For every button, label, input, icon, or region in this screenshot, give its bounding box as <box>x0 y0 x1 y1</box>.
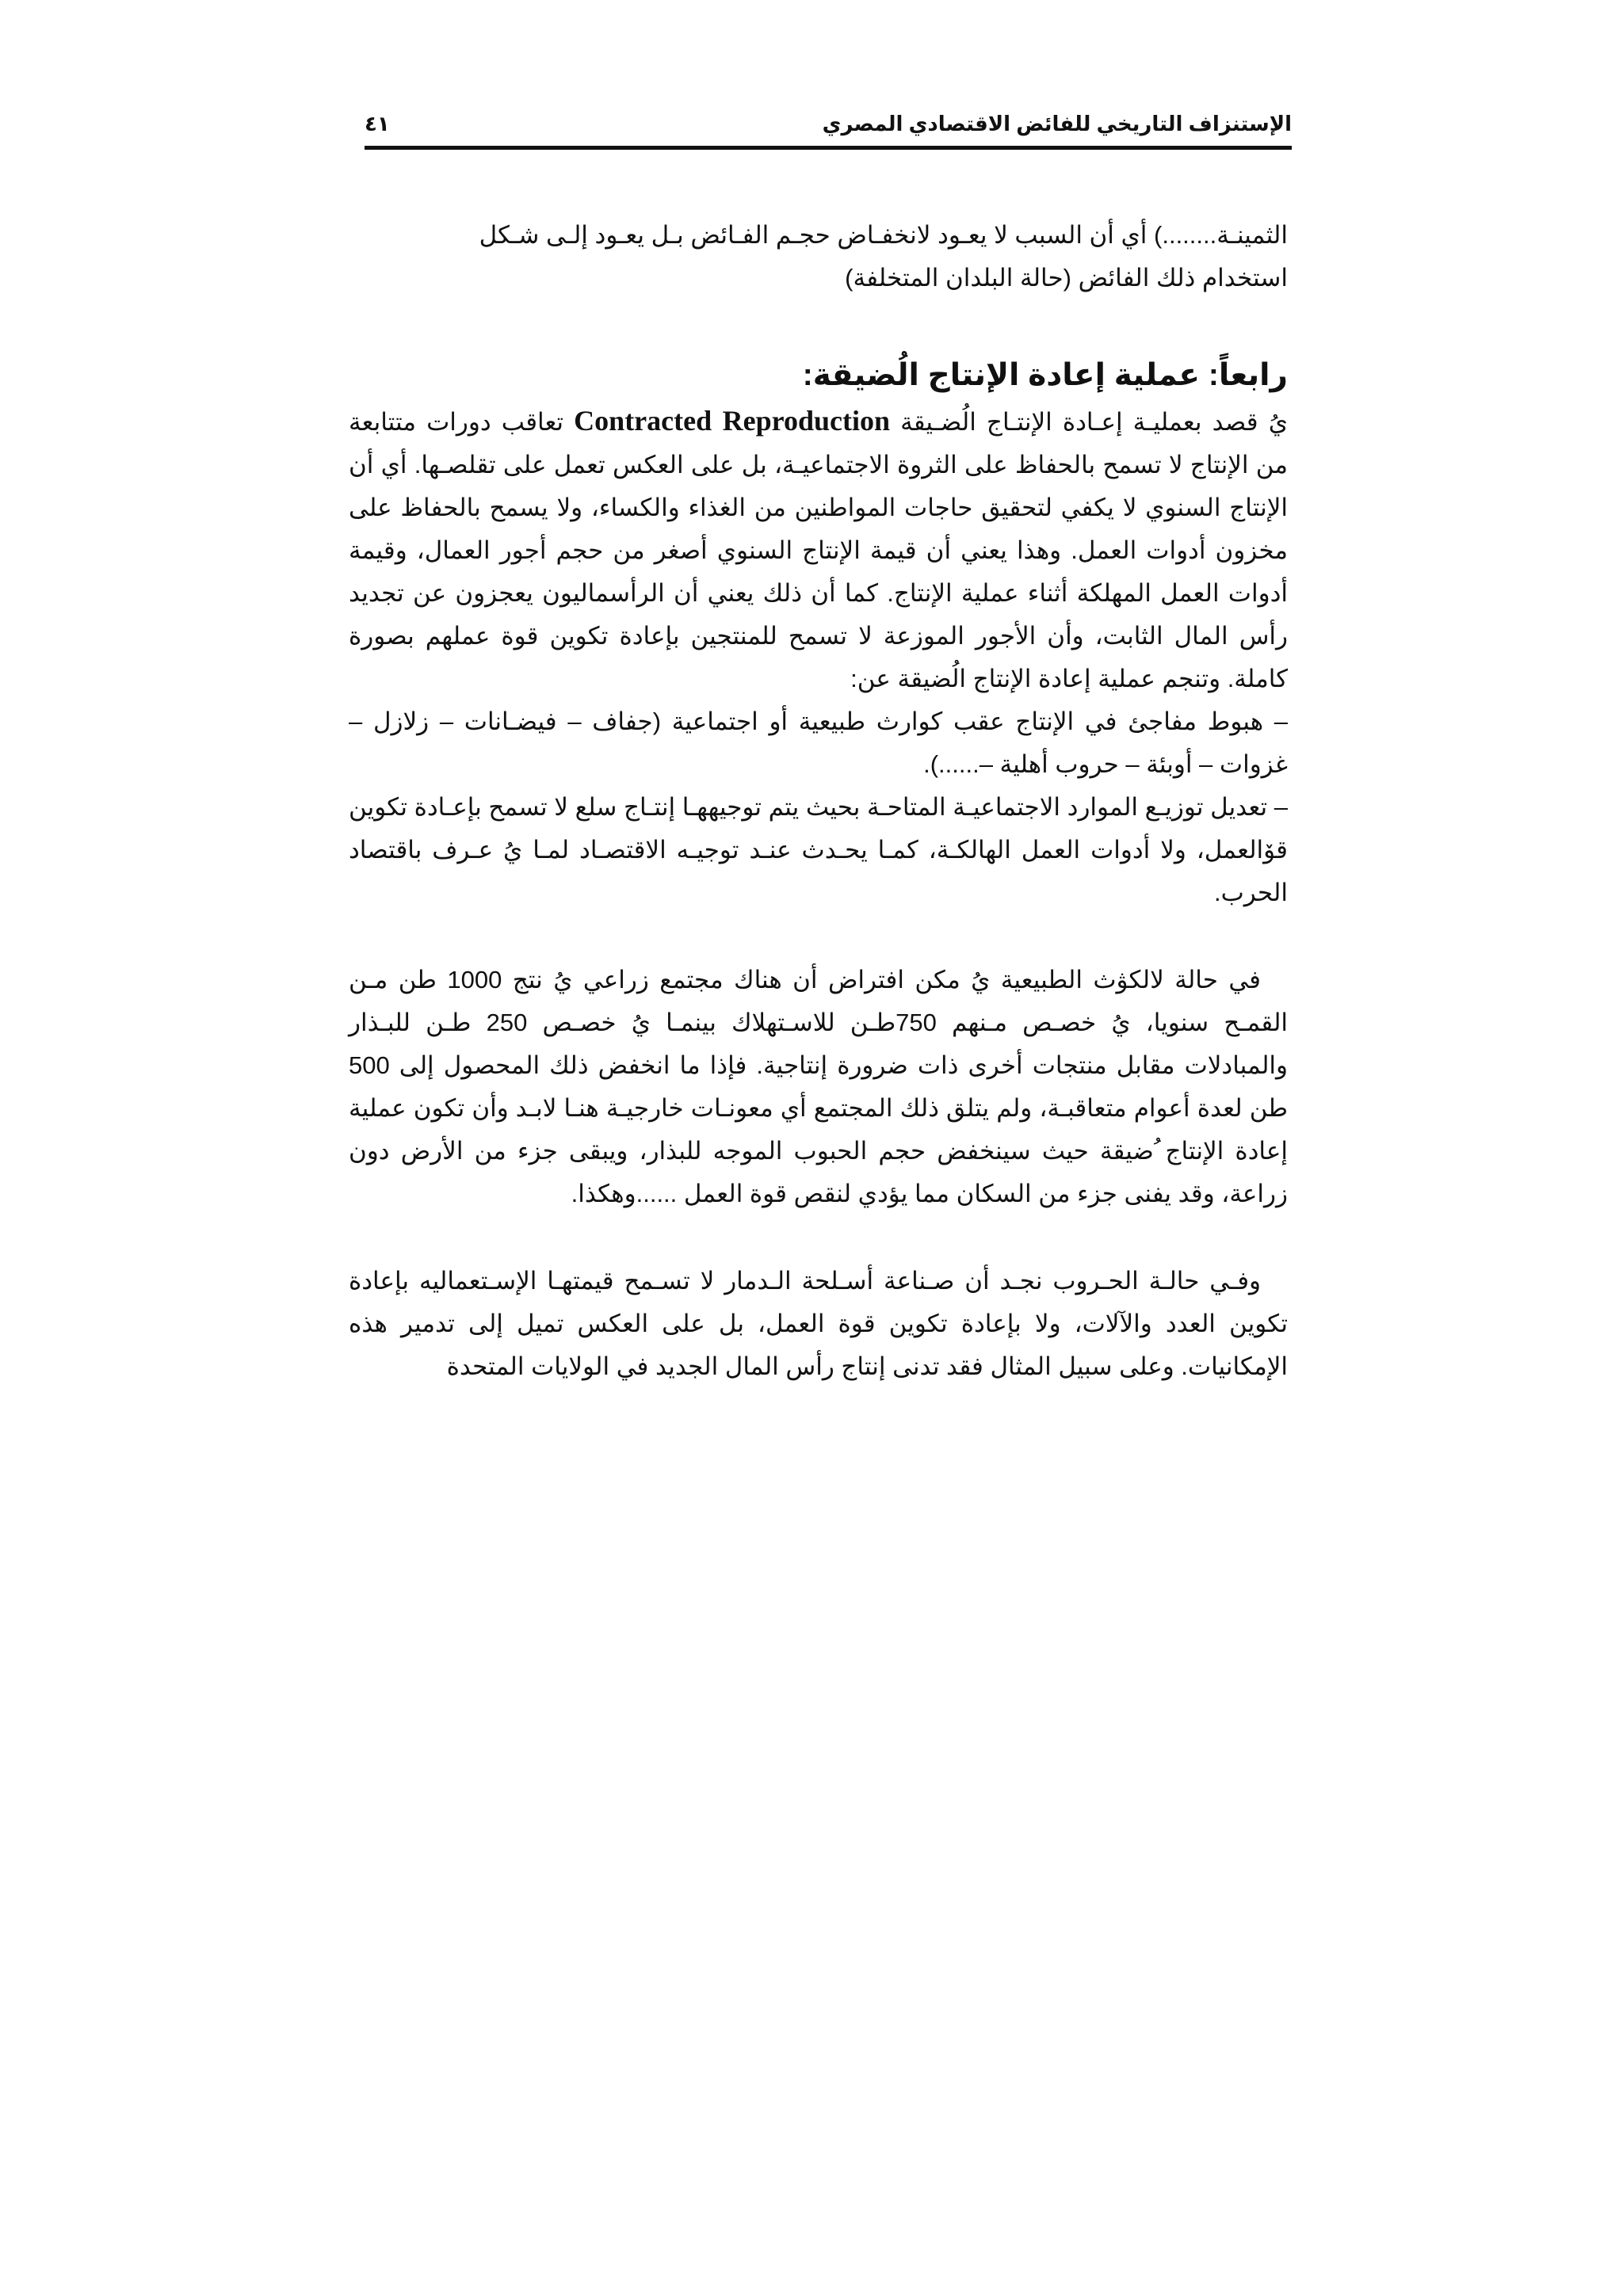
body-text <box>349 214 1288 1388</box>
war-paragraph: وفـي حالـة الحـروب نجـد أن صـناعة أسـلحة الـدمار لا تسـمح قيمتهـا الإسـتعماليه بإعادة تكوين العدد والآلات، ولا بإعادة تكوين قوة العمل، بل على العكس تميل إلى تدمير هذه الإمكانيات. وعلى سبيل المثال فقد تدنى إنتاج رأس المال الجديد في الولايات المتحدة <box>349 1267 1288 1380</box>
bullet-resource-redistribution: – تعديل توزيـع الموارد الاجتماعيـة المتاحـة بحيث يتم توجيههـا إنتـاج سلع لا تسمح بإعـادة تكوين قۆالعمل، ولا أدوات العمل الهالكـة، كمـا يحـدث عنـد توجيـه الاقتصـاد لمـا يُ عـرف باقتصاد الحرب. <box>349 793 1288 906</box>
running-title: الإستنزاف التاريخي للفائض الاقتصادي المصري <box>822 112 1292 135</box>
definition-lead: يُ قصد بعمليـة إعـادة الإنتـاج الُضـيقة <box>890 408 1288 436</box>
definition-term: Contracted Reproduction <box>574 405 890 437</box>
running-header <box>365 103 1292 151</box>
section-heading: رابعاً: عملية إعادة الإنتاج الُضيقة: <box>802 358 1288 392</box>
definition-paragraph <box>349 399 1288 700</box>
intro-line-2: استخدام ذلك الفائض (حالة البلدان المتخلفة) <box>845 264 1288 292</box>
page-number: ٤١ <box>365 112 390 135</box>
intro-continuation <box>349 214 1288 299</box>
example-paragraph: في حالة لالكۋث الطبيعية يُ مكن افتراض أن هناك مجتمع زراعي يُ نتج 1000 طن مـن القمـح سنويا، يُ خصـص مـنهم 750طـن للاسـتهلاك بينمـا يُ خصـص 250 طـن للبـذار والمبادلات مقابل منتجات أخرى ذات ضرورة إنتاجية. فإذا ما انخفض ذلك المحصول إلى 500 طن لعدة أعوام متعاقبـة، ولم يتلق ذلك المجتمع أي معونـات خارجيـة هنـا لابـد وأن تكون عملية إعادة الإنتاج ُضيقة حيث سينخفض حجم الحبوب الموجه للبذار، ويبقى جزء من الأرض دون زراعة، وقد يفنى جزء من السكان مما يؤدي لنقص قوة العمل ......وهكذا. <box>349 966 1289 1207</box>
intro-line-1: الثمينـة........) أي أن السبب لا يعـود لانخفـاض حجـم الفـائض بـل يعـود إلـى شـكل <box>479 221 1288 249</box>
header-divider <box>365 146 1292 150</box>
bullet-sudden-drop: – هبوط مفاجئ في الإنتاج عقب كوارث طبيعية أو اجتماعية (جفاف – فيضـانات – زلازل – غزوات – أوبئة – حروب أهلية –......). <box>349 707 1288 778</box>
definition-body: تعاقب دورات متتابعة من الإنتاج لا تسمح بالحفاظ على الثروة الاجتماعيـة، بل على العكس تعمل على تقلصـها. أي أن الإنتاج السنوي لا يكفي لتحقيق حاجات المواطنين من الغذاء والكساء، ولا يسمح بالحفاظ على مخزون أدوات العمل. وهذا يعني أن قيمة الإنتاج السنوي أصغر من حجم أجور العمال، وقيمة أدوات العمل المهلكة أثناء عملية الإنتاج. كما أن ذلك يعني أن الرأسماليون يعجزون عن تجديد رأس المال الثابت، وأن الأجور الموزعة لا تسمح للمنتجين بإعادة تكوين قوة عملهم بصورة كاملة. وتنجم عملية إعادة الإنتاج الُضيقة عن: <box>349 408 1288 692</box>
